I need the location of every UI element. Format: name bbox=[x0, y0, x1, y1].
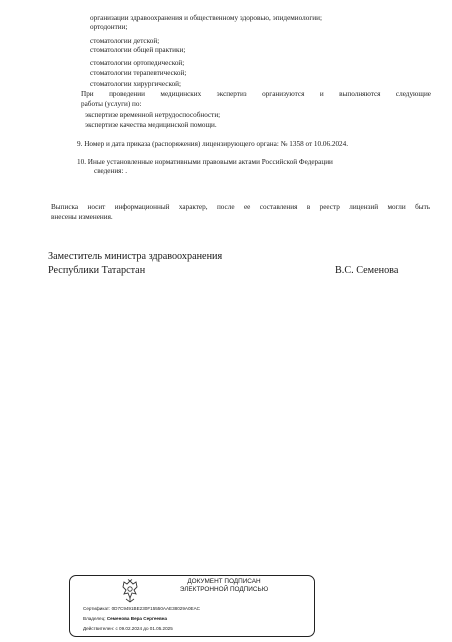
expertise-item: экспертизе качества медицинской помощи. bbox=[85, 121, 217, 129]
signatory-position-cont: Республики Татарстан bbox=[48, 265, 146, 276]
licensed-item: организации здравоохранения и общественному здоровью, эпидемиологии; bbox=[90, 14, 322, 22]
order-number-item: 9. Номер и дата приказа (распоряжения) лицензирующего органа: № 1358 от 10.06.2024. bbox=[77, 140, 349, 148]
licensed-item: стоматологии терапевтической; bbox=[90, 69, 187, 77]
other-info-item-cont: сведения: . bbox=[94, 167, 128, 175]
informational-notice: Выписка носит информационный характер, после ее составления в реестр лицензий могли быть bbox=[51, 203, 430, 211]
stamp-validity: Действителен: с 09.02.2024 до 01.05.2025 bbox=[83, 626, 173, 631]
signatory-name: В.С. Семенова bbox=[335, 265, 399, 276]
licensed-item: стоматологии хирургической; bbox=[90, 80, 182, 88]
coat-of-arms-emblem-icon bbox=[120, 578, 140, 604]
expertise-intro-cont: работы (услуги) по: bbox=[81, 100, 142, 108]
licensed-item: стоматологии детской; bbox=[90, 37, 160, 45]
expertise-item: экспертизе временной нетрудоспособности; bbox=[85, 111, 221, 119]
signatory-position: Заместитель министра здравоохранения bbox=[48, 251, 223, 262]
expertise-intro: При проведении медицинских экспертиз организуются и выполняются следующие bbox=[81, 90, 431, 98]
other-info-item: 10. Иные установленные нормативными правовыми актами Российской Федерации bbox=[77, 158, 333, 166]
licensed-item: стоматологии ортопедической; bbox=[90, 59, 185, 67]
licensed-item: ортодонтии; bbox=[90, 23, 128, 31]
informational-notice-cont: внесены изменения. bbox=[51, 213, 113, 221]
licensed-item: стоматологии общей практики; bbox=[90, 46, 186, 54]
stamp-title: ДОКУМЕНТ ПОДПИСАН ЭЛЕКТРОННОЙ ПОДПИСЬЮ bbox=[179, 578, 269, 593]
stamp-owner: Владелец: Семенова Вера Сергеевна bbox=[83, 616, 168, 621]
stamp-certificate: Сертификат: 0D7C9491BE230F15550AAE38029A0EAC bbox=[83, 606, 200, 611]
